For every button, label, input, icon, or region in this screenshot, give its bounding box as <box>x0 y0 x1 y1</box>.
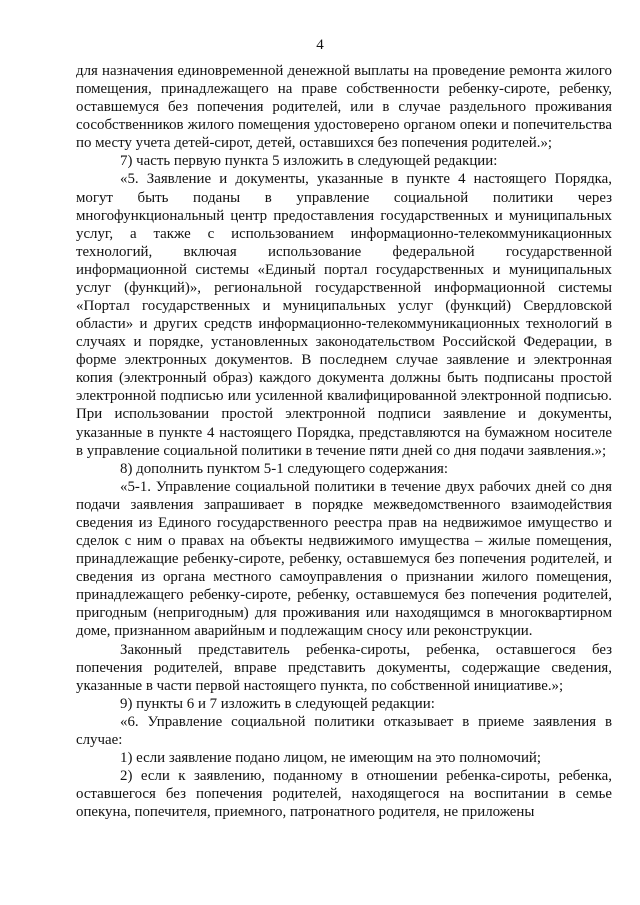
paragraph-item-8: 8) дополнить пунктом 5-1 следующего содержания: <box>120 460 449 477</box>
paragraph-subitem-1: 1) если заявление подано лицом, не имеющим на это полномочий; <box>120 749 542 766</box>
paragraph-subitem-2: 2) если к заявлению, поданному в отношении ребенка-сироты, ребенка, оставшегося без попечения родителей, находящегося на воспитании в семье опекуна, попечителя, приемного, патронатного родителя, не приложены <box>76 768 612 821</box>
paragraph-clause-5-1: «5-1. Управление социальной политики в течение двух рабочих дней со дня подачи заявления запрашивает в порядке межведомственного взаимодействия сведения из Единого государственного реестра прав на недвижимое имущество и сделок с ним о правах на объекты недвижимого имущества – жилые помещения, принадлежащие ребенку-сироте, ребенку, оставшемуся без попечения родителей, и сведения из органа местного самоуправления о признании жилого помещения, принадлежащего ребенку-сироте, ребенку, оставшемуся без попечения родителей, пригодным (непригодным) для проживания или находящимся в многоквартирном доме, признанном аварийным и подлежащим сносу или реконструкции. <box>76 478 612 640</box>
paragraph-clause-6: «6. Управление социальной политики отказывает в приеме заявления в случае: <box>76 713 612 748</box>
document-body <box>76 62 612 821</box>
paragraph-item-9: 9) пункты 6 и 7 изложить в следующей редакции: <box>120 695 435 712</box>
paragraph-continuation: для назначения единовременной денежной выплаты на проведение ремонта жилого помещения, принадлежащего на праве собственности ребенку-сироте, ребенку, оставшемуся без попечения родителей, или в случае раздельного проживания сособственников жилого помещения удостоверено органом опеки и попечительства по месту учета детей-сирот, детей, оставшихся без попечения родителей.»; <box>76 63 612 152</box>
page-number: 4 <box>316 37 324 53</box>
paragraph-clause-5: «5. Заявление и документы, указанные в пункте 4 настоящего Порядка, могут быть поданы в управление социальной политики через многофункциональный центр предоставления государственных и муниципальных услуг, а также с использованием информационно-телекоммуникационных технологий, включая использование федеральной государственной информационной системы «Единый портал государственных и муниципальных услуг (функций)», региональной государственной информационной системы «Портал государственных и муниципальных услуг (функций) Свердловской области» и других средств информационно-телекоммуникационных технологий в случаях и порядке, установленных законодательством Российской Федерации, в форме электронных документов. В последнем случае заявление и электронная копия (электронный образ) каждого документа должны быть подписаны простой электронной подписью или усиленной квалифицированной электронной подписью. При использовании простой электронной подписи заявление и документы, указанные в пункте 4 настоящего Порядка, представляются на бумажном носителе в управление социальной политики в течение пяти дней со дня подачи заявления.»; <box>76 171 612 459</box>
paragraph-legal-representative: Законный представитель ребенка-сироты, ребенка, оставшегося без попечения родителей, вправе представить документы, содержащие сведения, указанные в части первой настоящего пункта, по собственной инициативе.»; <box>76 641 612 694</box>
paragraph-item-7: 7) часть первую пункта 5 изложить в следующей редакции: <box>120 153 498 170</box>
